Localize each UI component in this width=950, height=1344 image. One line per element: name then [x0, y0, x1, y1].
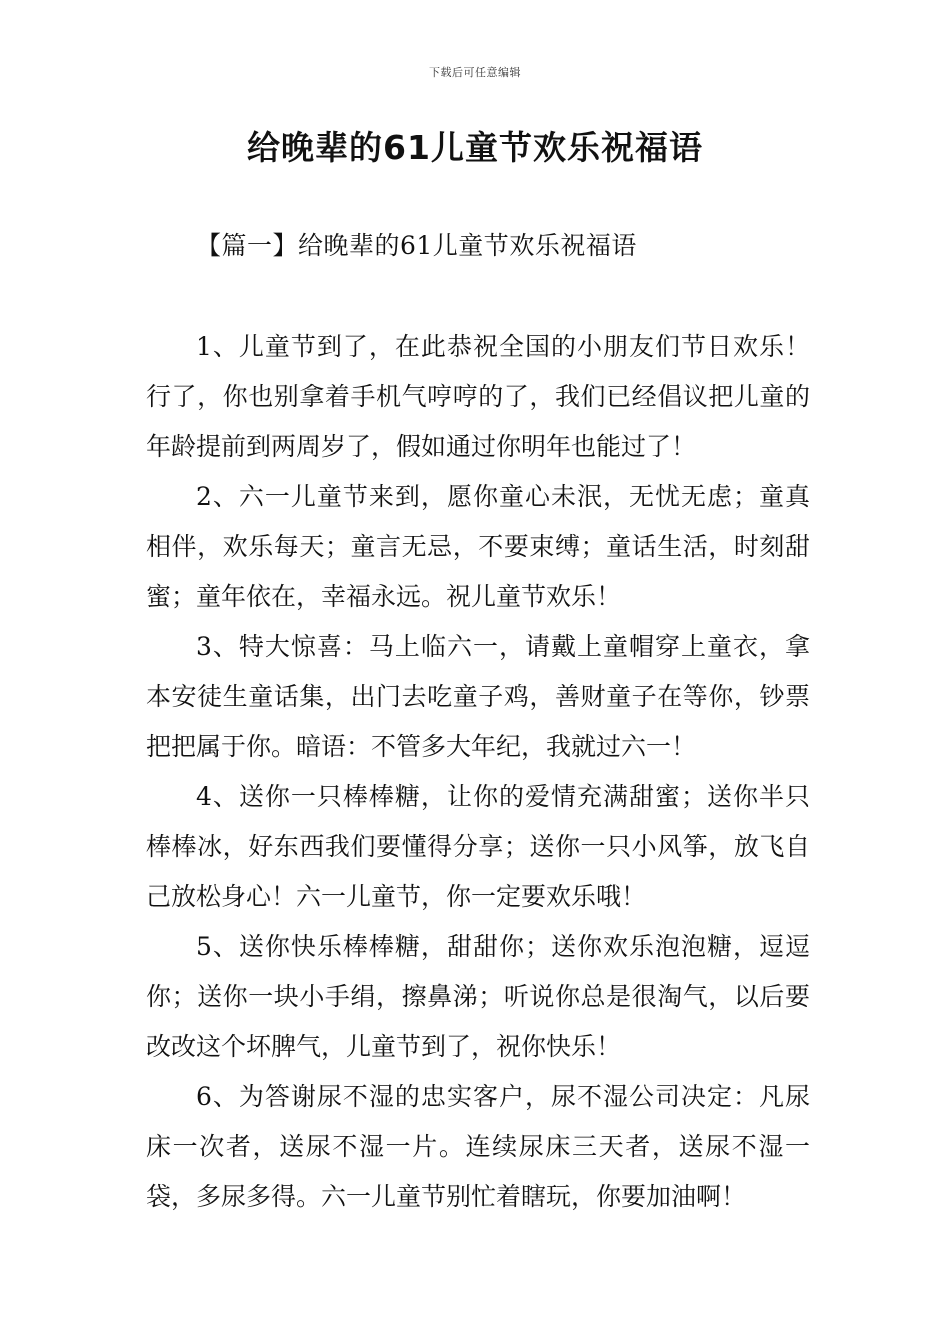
header-note: 下载后可任意编辑: [429, 66, 521, 79]
paragraph-1: 1、儿童节到了，在此恭祝全国的小朋友们节日欢乐！行了，你也别拿着手机气哼哼的了，我们已经倡议把儿童的年龄提前到两周岁了，假如通过你明年也能过了！: [146, 332, 810, 461]
paragraph-5: 5、送你快乐棒棒糖，甜甜你；送你欢乐泡泡糖，逗逗你；送你一块小手绢，擦鼻涕；听说你总是很淘气，以后要改改这个坏脾气，儿童节到了，祝你快乐！: [146, 932, 810, 1061]
section-heading: 【篇一】给晚辈的61儿童节欢乐祝福语: [196, 231, 637, 260]
paragraph-2: 2、六一儿童节来到，愿你童心未泯，无忧无虑；童真相伴，欢乐每天；童言无忌，不要束缚；童话生活，时刻甜蜜；童年依在，幸福永远。祝儿童节欢乐！: [146, 482, 810, 611]
paragraph-4: 4、送你一只棒棒糖，让你的爱情充满甜蜜；送你半只棒棒冰，好东西我们要懂得分享；送你一只小风筝，放飞自己放松身心！六一儿童节，你一定要欢乐哦！: [146, 782, 810, 911]
page-title: 给晚辈的61儿童节欢乐祝福语: [247, 128, 703, 167]
paragraph-3: 3、特大惊喜：马上临六一，请戴上童帽穿上童衣，拿本安徒生童话集，出门去吃童子鸡，善财童子在等你，钞票把把属于你。暗语：不管多大年纪，我就过六一！: [146, 632, 810, 761]
document-body: [146, 322, 810, 1222]
paragraph-6: 6、为答谢尿不湿的忠实客户，尿不湿公司决定：凡尿床一次者，送尿不湿一片。连续尿床三天者，送尿不湿一袋，多尿多得。六一儿童节别忙着瞎玩，你要加油啊！: [146, 1082, 810, 1211]
